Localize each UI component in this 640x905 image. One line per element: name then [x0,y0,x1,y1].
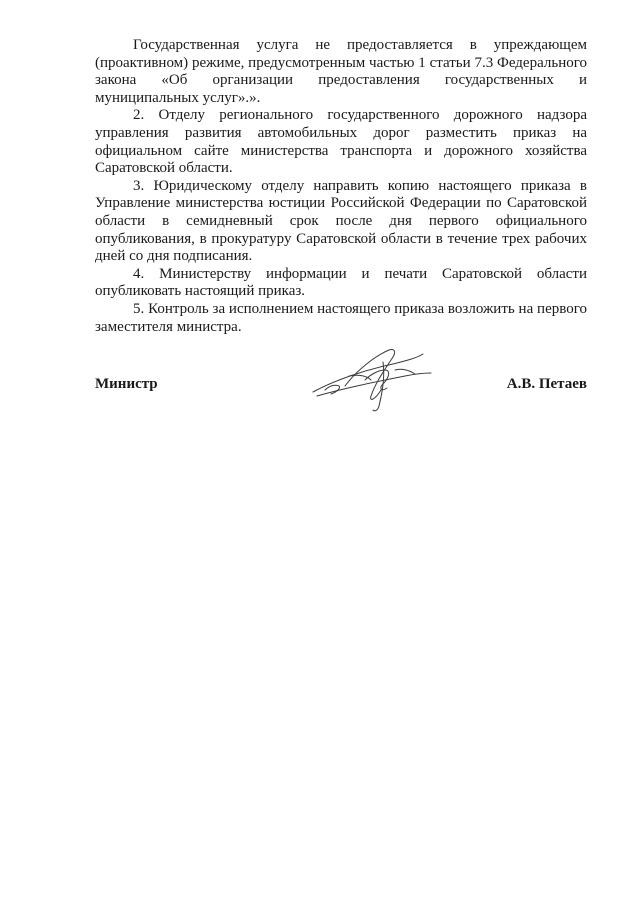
paragraph-item-2: 2. Отделу регионального государственного дорожного надзора управления развития автомобильных дорог разместить приказ на официальном сайте министерства транспорта и дорожного хозяйства Саратовской области. [95,107,587,177]
handwritten-signature-icon [305,340,435,415]
signatory-title: Министр [95,376,158,392]
signature-block [95,366,587,406]
paragraph-item-5: 5. Контроль за исполнением настоящего приказа возложить на первого заместителя министра. [95,300,587,335]
paragraph-item-4: 4. Министерству информации и печати Саратовской области опубликовать настоящий приказ. [95,265,587,300]
signatory-name: А.В. Петаев [506,376,587,392]
paragraph-continuation: Государственная услуга не предоставляется в упреждающем (проактивном) режиме, предусмотренным частью 1 статьи 7.3 Федерального закона «Об организации предоставления государственных и муниципальных услуг».». [95,37,587,106]
document-body [95,37,587,336]
paragraph-item-3: 3. Юридическому отделу направить копию настоящего приказа в Управление министерства юстиции Российской Федерации по Саратовской области в семидневный срок после дня первого официального опубликования, в прокуратуру Саратовской области в течение трех рабочих дней со дня подписания. [95,177,587,265]
